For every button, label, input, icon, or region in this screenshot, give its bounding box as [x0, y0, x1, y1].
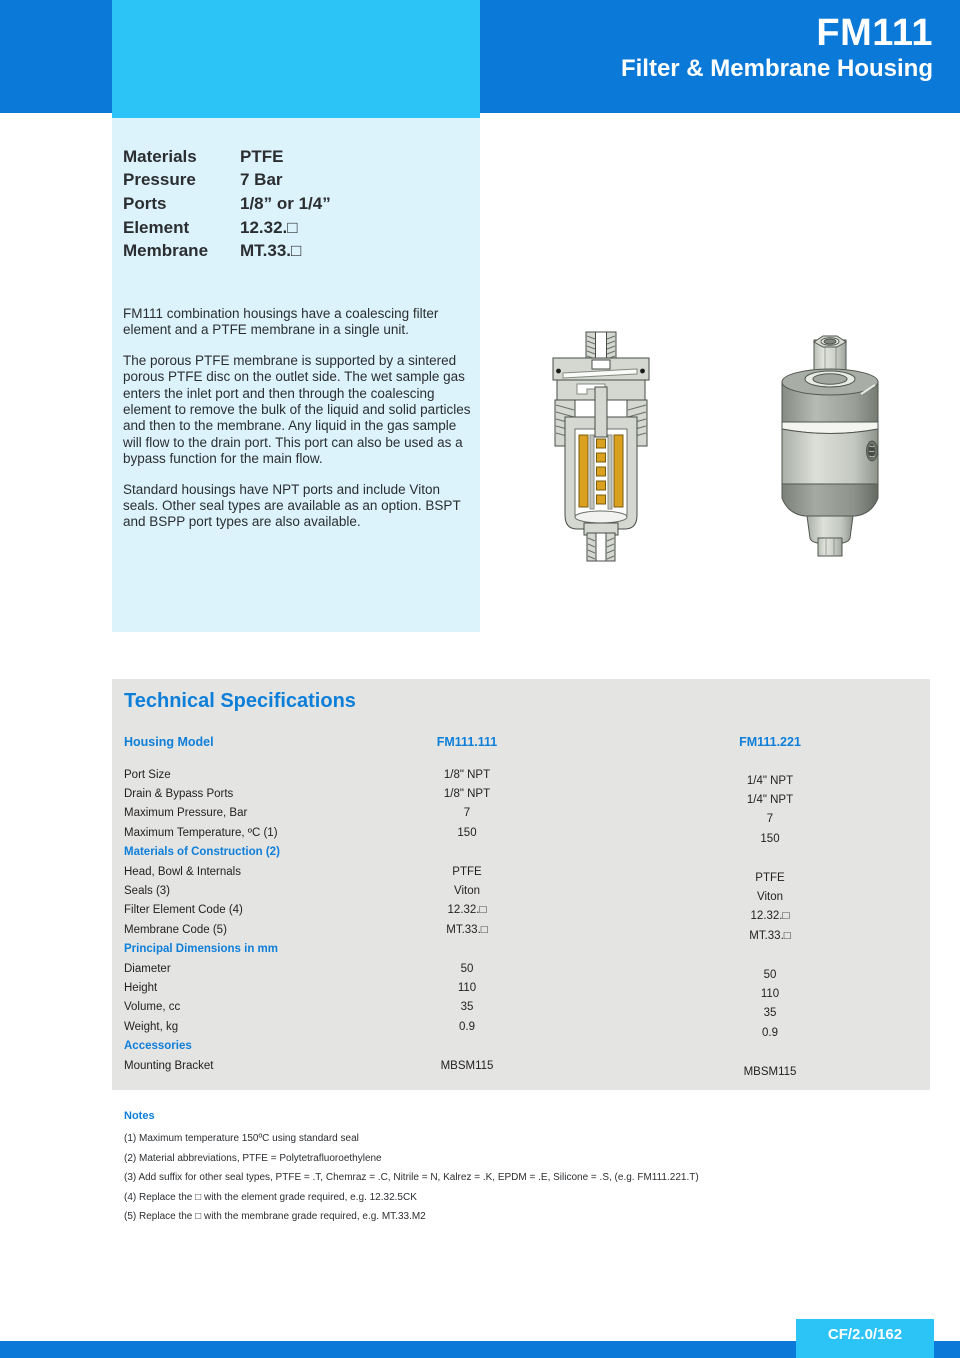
spec-section-row	[124, 940, 918, 959]
spec-value-model-2: 1/4" NPT	[746, 794, 794, 807]
spec-value-model-1: PTFE	[452, 865, 482, 878]
title-block	[621, 14, 933, 84]
spec-value-model-1: 35	[460, 1001, 474, 1014]
spec-section-row	[124, 1036, 918, 1055]
spec-data-row	[124, 804, 918, 826]
external-view-drawing-icon	[777, 332, 885, 558]
spec-row-label: Mounting Bracket	[124, 1059, 214, 1072]
spec-row-label: Filter Element Code (4)	[124, 904, 243, 917]
spec-data-row	[124, 998, 918, 1020]
notes-title: Notes	[124, 1110, 155, 1122]
spec-data-row	[124, 978, 918, 1000]
spec-value-model-1: Viton	[453, 885, 480, 898]
page-subtitle: Filter & Membrane Housing	[620, 54, 933, 82]
spec-section-row	[124, 843, 918, 862]
spec-value-model-1: 150	[457, 826, 477, 839]
housing-model-1: FM111.111	[436, 735, 498, 749]
spec-row-label: Membrane Code (5)	[124, 923, 227, 936]
cross-section-drawing-icon	[543, 327, 659, 563]
note-item: (2) Material abbreviations, PTFE = Polytetrafluoroethylene	[124, 1152, 382, 1164]
quick-spec-label: Pressure	[123, 170, 196, 190]
spec-value-model-2: Viton	[756, 891, 783, 904]
notes-list	[124, 1133, 930, 1231]
intro-paragraph: Standard housings have NPT ports and include Viton seals. Other seal types are available as an option. BSPT and BSPP port types are also available.	[123, 481, 461, 530]
intro-paragraphs	[123, 306, 475, 545]
spec-row-label: Volume, cc	[124, 1001, 181, 1014]
spec-value-model-1: 7	[463, 807, 471, 820]
spec-table	[124, 765, 918, 1078]
housing-model-2: FM111.221	[739, 735, 801, 749]
housing-model-label: Housing Model	[124, 735, 214, 749]
note-item: (4) Replace the □ with the element grade required, e.g. 12.32.5CK	[124, 1191, 417, 1203]
header-accent-block	[112, 0, 480, 118]
spec-row-label: Maximum Temperature, ºC (1)	[124, 826, 278, 839]
quick-spec-row	[123, 192, 331, 216]
spec-data-row	[124, 959, 918, 981]
spec-value-model-2: MBSM115	[743, 1065, 797, 1078]
spec-data-row	[124, 823, 918, 845]
note-item: (3) Add suffix for other seal types, PTFE = .T, Chemraz = .C, Nitrile = N, Kalrez = .K, EPDM = .E, Silicone = .S, (e.g. FM111.221.T)	[124, 1172, 699, 1183]
quick-specs-list	[123, 145, 331, 263]
spec-section-label: Accessories	[124, 1040, 192, 1053]
spec-row-label: Head, Bowl & Internals	[124, 865, 241, 878]
spec-value-model-2: 110	[760, 987, 780, 1000]
spec-row-label: Maximum Pressure, Bar	[124, 807, 248, 820]
spec-data-row	[124, 920, 918, 942]
quick-spec-value: 1/8” or 1/4”	[240, 193, 331, 213]
spec-value-model-1: 12.32.□	[447, 904, 487, 917]
intro-paragraph: The porous PTFE membrane is supported by a sintered porous PTFE disc on the outlet side. The wet sample gas enters the inlet port and then through the coalescing element to remove the bulk of the liquid and solid particles and then to the membrane. Any liquid in the gas sample will flow to the drain port. This port can also be used as a bypass function for the main flow.	[123, 352, 471, 467]
notes-section	[124, 1110, 930, 1231]
quick-spec-row	[123, 239, 331, 263]
spec-row-label: Drain & Bypass Ports	[124, 788, 234, 801]
quick-spec-value: 12.32.□	[240, 217, 298, 237]
spec-value-model-2: 7	[766, 813, 774, 826]
housing-model-row	[124, 735, 918, 749]
quick-spec-label: Materials	[123, 146, 197, 166]
spec-data-row	[124, 765, 918, 787]
intro-paragraph: FM111 combination housings have a coalescing filter element and a PTFE membrane in a single unit.	[123, 306, 439, 338]
spec-value-model-2: 35	[763, 1007, 777, 1020]
spec-data-row	[124, 1056, 918, 1078]
quick-spec-row	[123, 169, 331, 193]
spec-value-model-2: 150	[760, 832, 780, 845]
spec-value-model-1: MBSM115	[440, 1059, 494, 1072]
quick-spec-label: Element	[123, 217, 190, 237]
quick-spec-value: MT.33.□	[240, 241, 302, 261]
spec-row-label: Port Size	[124, 768, 171, 781]
spec-data-row	[124, 862, 918, 884]
quick-spec-label: Membrane	[123, 241, 209, 261]
quick-spec-row	[123, 216, 331, 240]
spec-section-label: Materials of Construction (2)	[124, 846, 280, 859]
note-item: (5) Replace the □ with the membrane grade required, e.g. MT.33.M2	[124, 1211, 426, 1222]
spec-data-row	[124, 784, 918, 807]
page-title: FM111	[816, 12, 933, 54]
spec-value-model-1: MT.33.□	[446, 923, 488, 936]
spec-row-label: Height	[124, 981, 158, 994]
spec-row-label: Weight, kg	[124, 1020, 179, 1033]
spec-value-model-1: 0.9	[459, 1020, 475, 1033]
spec-data-row	[124, 901, 918, 923]
tech-specs-panel	[112, 679, 930, 1090]
spec-value-model-2: PTFE	[755, 871, 785, 884]
spec-data-row	[124, 1017, 918, 1039]
doc-ref-badge	[796, 1319, 934, 1358]
spec-value-model-1: 50	[460, 962, 474, 975]
tech-specs-title: Technical Specifications	[124, 690, 356, 712]
doc-ref-text: CF/2.0/162	[827, 1326, 903, 1343]
quick-spec-value: PTFE	[240, 146, 284, 166]
spec-value-model-1: 110	[457, 981, 477, 994]
spec-row-label: Diameter	[124, 962, 171, 975]
spec-value-model-2: 12.32.□	[750, 910, 790, 923]
quick-spec-row	[123, 145, 331, 169]
quick-spec-value: 7 Bar	[240, 170, 283, 190]
quick-spec-label: Ports	[123, 193, 167, 213]
spec-value-model-1: 1/8" NPT	[443, 788, 491, 801]
spec-value-model-2: 50	[763, 968, 777, 981]
note-item: (1) Maximum temperature 150ºC using standard seal	[124, 1133, 359, 1144]
spec-data-row	[124, 881, 918, 904]
spec-value-model-2: 0.9	[762, 1026, 778, 1039]
spec-value-model-2: 1/4" NPT	[746, 774, 794, 787]
spec-section-label: Principal Dimensions in mm	[124, 943, 279, 956]
spec-value-model-2: MT.33.□	[749, 929, 791, 942]
spec-value-model-1: 1/8" NPT	[443, 768, 491, 781]
spec-row-label: Seals (3)	[124, 885, 171, 898]
